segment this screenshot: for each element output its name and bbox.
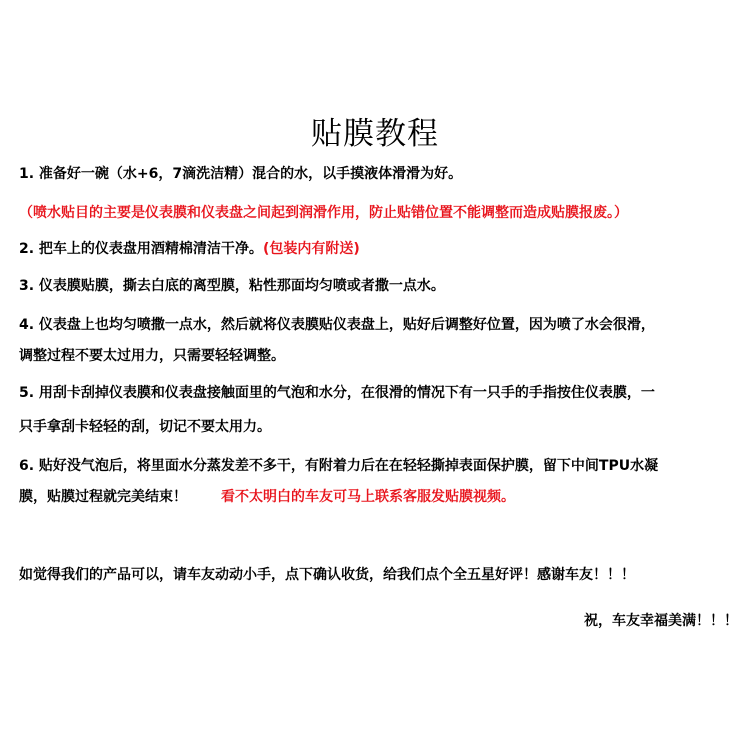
review-request: 如觉得我们的产品可以，请车友动动小手，点下确认收货，给我们点个全五星好评！感谢车友！！！ — [19, 567, 635, 583]
step-2-note: (包装内有附送) — [262, 241, 360, 257]
step-2 — [19, 240, 360, 258]
page-title: 贴膜教程 — [311, 116, 439, 152]
step-5-line-2: 只手拿刮卡轻轻的刮，切记不要太用力。 — [19, 419, 271, 435]
closing-sign: 祝，车友幸福美满！！！ — [584, 613, 738, 629]
step-2-text: 2. 把车上的仪表盘用酒精棉清洁干净。 — [19, 241, 263, 257]
step-4-line-1: 4. 仪表盘上也均匀喷撒一点水，然后就将仪表膜贴仪表盘上，贴好后调整好位置，因为喷了水会很滑， — [19, 317, 655, 333]
step-5-line-1: 5. 用刮卡刮掉仪表膜和仪表盘接触面里的气泡和水分，在很滑的情况下有一只手的手指按住仪表膜，一 — [19, 385, 655, 401]
step-6-line-2 — [19, 488, 515, 506]
step-4-line-2: 调整过程不要太过用力，只需要轻轻调整。 — [19, 348, 285, 364]
step-3: 3. 仪表膜贴膜，撕去白底的离型膜，粘性那面均匀喷或者撒一点水。 — [19, 278, 445, 294]
step-1-note: （喷水贴目的主要是仪表膜和仪表盘之间起到润滑作用，防止贴错位置不能调整而造成贴膜报废。） — [19, 205, 628, 221]
step-1: 1. 准备好一碗（水+6，7滴洗洁精）混合的水，以手摸液体滑滑为好。 — [19, 166, 463, 182]
step-6-end-text: 膜，贴膜过程就完美结束！ — [19, 489, 187, 505]
step-6-line-1: 6. 贴好没气泡后，将里面水分蒸发差不多干，有附着力后在在轻轻撕掉表面保护膜，留下中间TPU水凝 — [19, 458, 659, 474]
step-6-video-note: 看不太明白的车友可马上联系客服发贴膜视频。 — [221, 489, 515, 505]
